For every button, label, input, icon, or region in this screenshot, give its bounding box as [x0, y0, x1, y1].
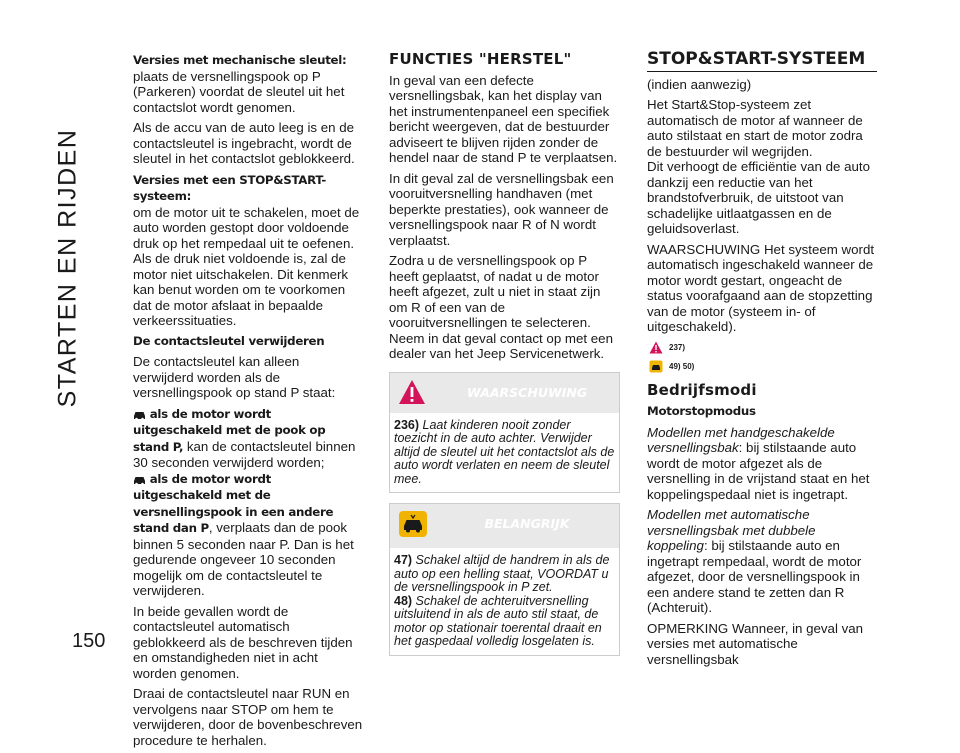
remove-key-paragraph: De contactsleutel kan alleen verwijderd worden als de versnellingspook op stand P staat: — [133, 354, 336, 400]
recovery-paragraph-2: In dit geval zal de versnellingsbak een vooruitversnelling handhaven (met beperkte prestaties), ook wanneer de versnellingspook naar R of N wordt verplaatst. — [389, 170, 614, 248]
column-3 — [647, 49, 877, 672]
stop-start-paragraph: Versies met een STOP&START-systeem: om de motor uit te schakelen, moet de auto worden gestopt door voldoende druk op het rempedaal uit te oefenen. Als de druk niet voldoende is, zal de motor niet uitschakelen. Dit kenmerk kan benut worden om te voorkomen dat de motor afslaat in bepaalde verkeerssituaties. — [133, 172, 360, 328]
automatic-gearbox-paragraph: Modellen met automatische versnellingsbak met dubbele koppeling: bij stilstaande auto en ingetrapt rempedaal, wordt de motor afgezet, door de versnellingspook in een andere stand te zetten dan R (Achteruit). — [647, 507, 862, 615]
stop-start-heading: STOP&START-SYSTEEM — [647, 52, 877, 72]
warning-box-header — [390, 373, 619, 413]
stop-start-intro: Het Start&Stop-systeem zet automatisch de motor af wanneer de auto stilstaat en start de motor zodra de bestuurder wil wegrijden. — [647, 97, 863, 159]
important-box-header — [390, 504, 619, 548]
warning-body: 236) Laat kinderen nooit zonder toezicht in de auto achter. Verwijder altijd de sleutel uit het contactslot als de auto wordt verlaten en neem de sleutel mee. — [394, 417, 615, 486]
warning-triangle-icon — [398, 379, 426, 405]
warning-box — [389, 372, 620, 494]
page-number: 150 — [72, 630, 106, 652]
bullet-item-2: als de motor wordt uitgeschakeld met de versnellingspook in een andere stand dan P, verplaats dan de pook binnen 5 seconden naar P. Dan is het gedurende ongeveer 10 seconden mogelijk om de contactsleutel te verwijderen. — [133, 471, 354, 598]
remove-key-heading: De contactsleutel verwijderen — [133, 333, 325, 348]
car-damage-icon — [398, 510, 428, 538]
manual-gearbox-paragraph: Modellen met handgeschakelde versnellingsbak: bij stilstaande auto wordt de motor afgezet als de versnelling in de vrijstand staat en het koppelingspedaal niet is ingetrapt. — [647, 424, 870, 502]
important-ref-row: 49) 50) — [649, 359, 877, 375]
car-bullet-icon — [133, 474, 146, 485]
warning-ref-row: 237) — [649, 340, 877, 356]
run-stop-paragraph: Draai de contactsleutel naar RUN en vervolgens naar STOP om hem te verwijderen, door de bovenbeschreven procedure te herhalen. — [133, 686, 363, 748]
efficiency-paragraph: Dit verhoogt de efficiëntie van de auto dankzij een reductie van het brandstofverbruik, de uitstoot van schadelijke uitlaatgassen en de geluidsoverlast. — [647, 159, 870, 236]
warning-note: WAARSCHUWING Het systeem wordt automatisch ingeschakeld wanneer de motor wordt gestart, ongeacht de status voorafgaand aan de stopzetting van de motor (systeem in- of uitgeschakeld). — [647, 241, 875, 334]
recovery-heading: FUNCTIES "HERSTEL" — [389, 50, 572, 68]
column-1 — [133, 52, 363, 753]
column-2 — [389, 52, 620, 661]
car-damage-icon — [649, 360, 663, 373]
warning-triangle-icon — [649, 341, 663, 354]
bullet-item-1: als de motor wordt uitgeschakeld met de pook op stand P, kan de contactsleutel binnen 30 seconden verwijderd worden; — [133, 406, 356, 470]
both-cases-paragraph: In beide gevallen wordt de contactsleutel automatisch geblokkeerd als de beschreven tijden en omstandigheden niet in acht worden genomen. — [133, 603, 353, 681]
warning-title: WAARSCHUWING — [466, 384, 588, 400]
important-title: BELANGRIJK — [484, 516, 570, 531]
optional-note: (indien aanwezig) — [647, 76, 752, 92]
important-body: 47) Schakel altijd de handrem in als de auto op een helling staat, VOORDAT u de versnellingspook in P zet. 48) Schakel de achteruitversnelling uitsluitend in als de auto stil staat, de motor op stationair toerental draait en het gaspedaal volledig losgelaten is. — [394, 553, 610, 648]
recovery-paragraph-1: In geval van een defecte versnellingsbak, kan het display van het instrumentenpaneel een specifiek bericht weergeven, dat de bestuurder adviseert te blijven rijden zonder de hendel naar de stand P te verplaatsen. — [389, 72, 618, 165]
battery-paragraph: Als de accu van de auto leeg is en de contactsleutel is ingebracht, wordt de sleutel in het contactslot geblokkeerd. — [133, 120, 355, 166]
mechanical-key-paragraph: Versies met mechanische sleutel: plaats de versnellingspook op P (Parkeren) voordat de sleutel uit het contactslot wordt genomen. — [133, 53, 347, 115]
note-paragraph: OPMERKING Wanneer, in geval van versies met automatische versnellingsbak — [647, 620, 864, 667]
car-bullet-icon — [133, 409, 146, 420]
recovery-paragraph-3: Zodra u de versnellingspook op P heeft geplaatst, of nadat u de motor heeft afgezet, zult u niet in staat zijn om R of een van de vooruitversnellingen te selecteren. Neem in dat geval contact op met een dealer van het Jeep Servicenetwerk. — [389, 253, 613, 361]
operating-modes-heading: Bedrijfsmodi — [647, 380, 757, 399]
engine-stop-mode-heading: Motorstopmodus — [647, 404, 756, 418]
important-box — [389, 503, 620, 656]
